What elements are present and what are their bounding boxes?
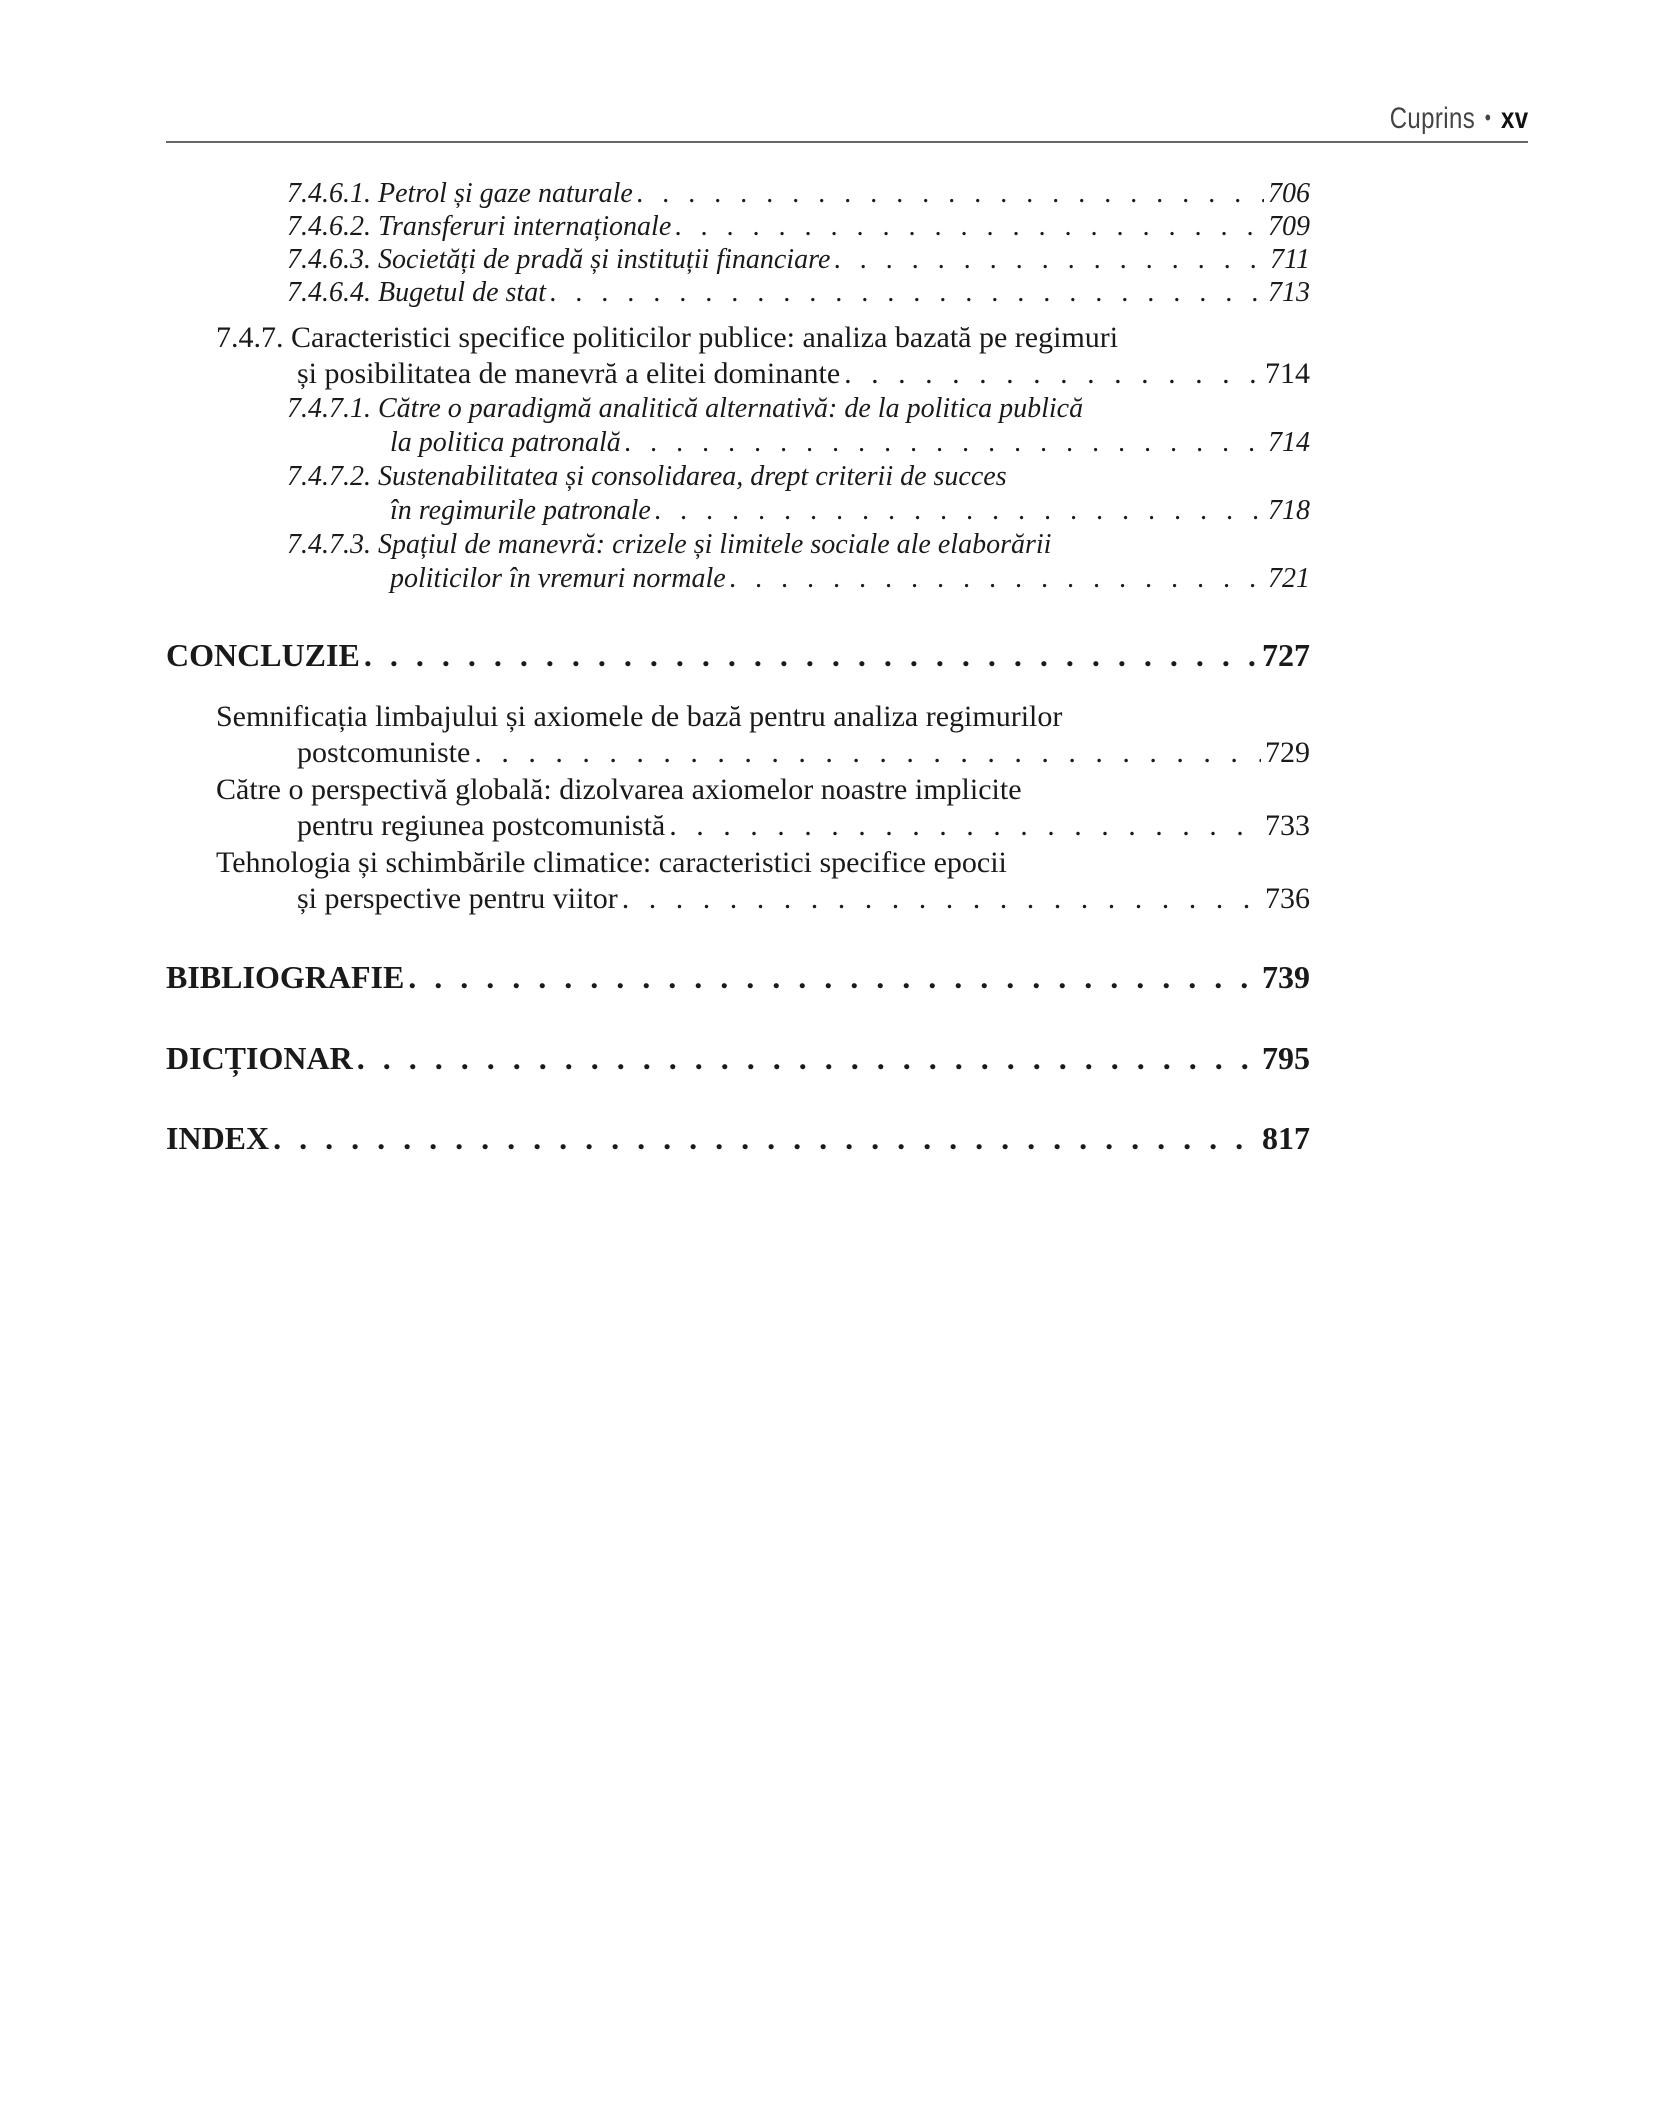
dot-leader	[357, 1040, 1258, 1077]
toc-chapter-label: CONCLUZIE	[166, 637, 360, 673]
toc-entry-label-line1: 7.4.7. Caracteristici specifice politicilor publice: analiza bazată pe regimuri	[216, 321, 1119, 354]
toc-entry-label: 7.4.6.2. Transferuri internaționale	[287, 211, 672, 242]
toc-entry-page: 729	[1265, 736, 1310, 769]
dot-leader	[675, 211, 1264, 243]
toc-entry-page: 709	[1268, 211, 1310, 242]
header-label	[1389, 102, 1528, 136]
toc-chapter-page: 727	[1262, 637, 1310, 673]
dot-leader	[408, 959, 1258, 996]
dot-leader	[364, 637, 1258, 674]
toc-entry-7-4-6-2[interactable]	[287, 211, 1310, 243]
toc-entry-line2	[390, 563, 1310, 595]
toc-entry-page: 713	[1268, 277, 1310, 308]
toc-chapter-page: 817	[1262, 1120, 1310, 1156]
toc-entry-label-line2: pentru regiunea postcomunistă	[297, 809, 666, 842]
toc-entry-label-line2: postcomuniste	[297, 736, 471, 769]
toc-entry-label-line1: Tehnologia și schimbările climatice: caracteristici specifice epocii	[216, 846, 1007, 879]
dot-leader	[550, 277, 1264, 309]
dot-leader	[655, 495, 1264, 527]
toc-entry-page: 733	[1265, 809, 1310, 842]
toc-entry-page: 721	[1268, 563, 1310, 594]
toc-entry-line2	[390, 495, 1310, 527]
dot-leader	[669, 809, 1261, 843]
dot-leader	[273, 1120, 1258, 1157]
toc-entry-label-line1: Semnificația limbajului și axiomele de bază pentru analiza regimurilor	[216, 700, 1063, 733]
toc-entry-label-line1: 7.4.7.1. Către o paradigmă analitică alternativă: de la politica publică	[287, 393, 1084, 424]
dot-leader	[730, 563, 1264, 595]
toc-entry-label: 7.4.6.3. Societăți de pradă și instituții financiare	[287, 244, 831, 275]
dot-leader	[834, 244, 1266, 276]
running-header	[0, 0, 1670, 150]
toc-entry-label: 7.4.6.4. Bugetul de stat	[287, 277, 546, 308]
dot-leader	[474, 736, 1261, 770]
toc-entry-label-line2: și perspective pentru viitor	[297, 882, 618, 915]
toc-chapter-label: DICȚIONAR	[166, 1040, 353, 1076]
toc-entry-label-line2: în regimurile patronale	[390, 495, 651, 526]
toc-entry-label-line1: Către o perspectivă globală: dizolvarea axiomelor noastre implicite	[216, 773, 1022, 806]
toc-entry-7-4-6-4[interactable]	[287, 277, 1310, 309]
toc-entry-7-4-6-1[interactable]	[287, 178, 1310, 210]
toc-entry-label-line1: 7.4.7.3. Spațiul de manevră: crizele și limitele sociale ale elaborării	[287, 529, 1052, 560]
toc-entry-page: 736	[1265, 882, 1310, 915]
header-section: Cuprins	[1389, 102, 1475, 135]
dot-leader	[844, 357, 1261, 391]
toc-entry-7-4-6-3[interactable]	[287, 244, 1310, 276]
toc-entry-page: 714	[1268, 427, 1310, 458]
dot-leader	[637, 178, 1264, 210]
toc-entry-page: 714	[1265, 357, 1310, 390]
toc-entry-label-line2: și posibilitatea de manevră a elitei dominante	[297, 357, 841, 390]
toc-entry-line2	[297, 357, 1310, 391]
toc-chapter-index[interactable]	[166, 1120, 1310, 1157]
toc-entry-line2	[297, 809, 1310, 843]
toc-chapter-concluzie[interactable]	[166, 637, 1310, 674]
toc-entry-line2	[297, 882, 1310, 916]
toc-chapter-dictionar[interactable]	[166, 1040, 1310, 1077]
toc-entry-page: 706	[1268, 178, 1310, 209]
toc-chapter-label: BIBLIOGRAFIE	[166, 959, 405, 995]
header-separator: •	[1484, 105, 1491, 130]
toc-chapter-label: INDEX	[166, 1120, 270, 1156]
toc-entry-label-line2: politicilor în vremuri normale	[390, 563, 726, 594]
dot-leader	[625, 427, 1264, 459]
toc-entry-label: 7.4.6.1. Petrol și gaze naturale	[287, 178, 633, 209]
header-page-number: xv	[1500, 102, 1528, 135]
toc-entry-line2	[297, 736, 1310, 770]
toc-entry-page: 711	[1270, 244, 1310, 275]
toc-entry-line2	[390, 427, 1310, 459]
toc-chapter-bibliografie[interactable]	[166, 959, 1310, 996]
dot-leader	[622, 882, 1261, 916]
toc-entry-page: 718	[1268, 495, 1310, 526]
toc-chapter-page: 795	[1262, 1040, 1310, 1076]
toc-entry-label-line2: la politica patronală	[390, 427, 621, 458]
toc-entry-label-line1: 7.4.7.2. Sustenabilitatea și consolidarea, drept criterii de succes	[287, 461, 1007, 492]
header-rule	[166, 141, 1528, 143]
toc-chapter-page: 739	[1262, 959, 1310, 995]
